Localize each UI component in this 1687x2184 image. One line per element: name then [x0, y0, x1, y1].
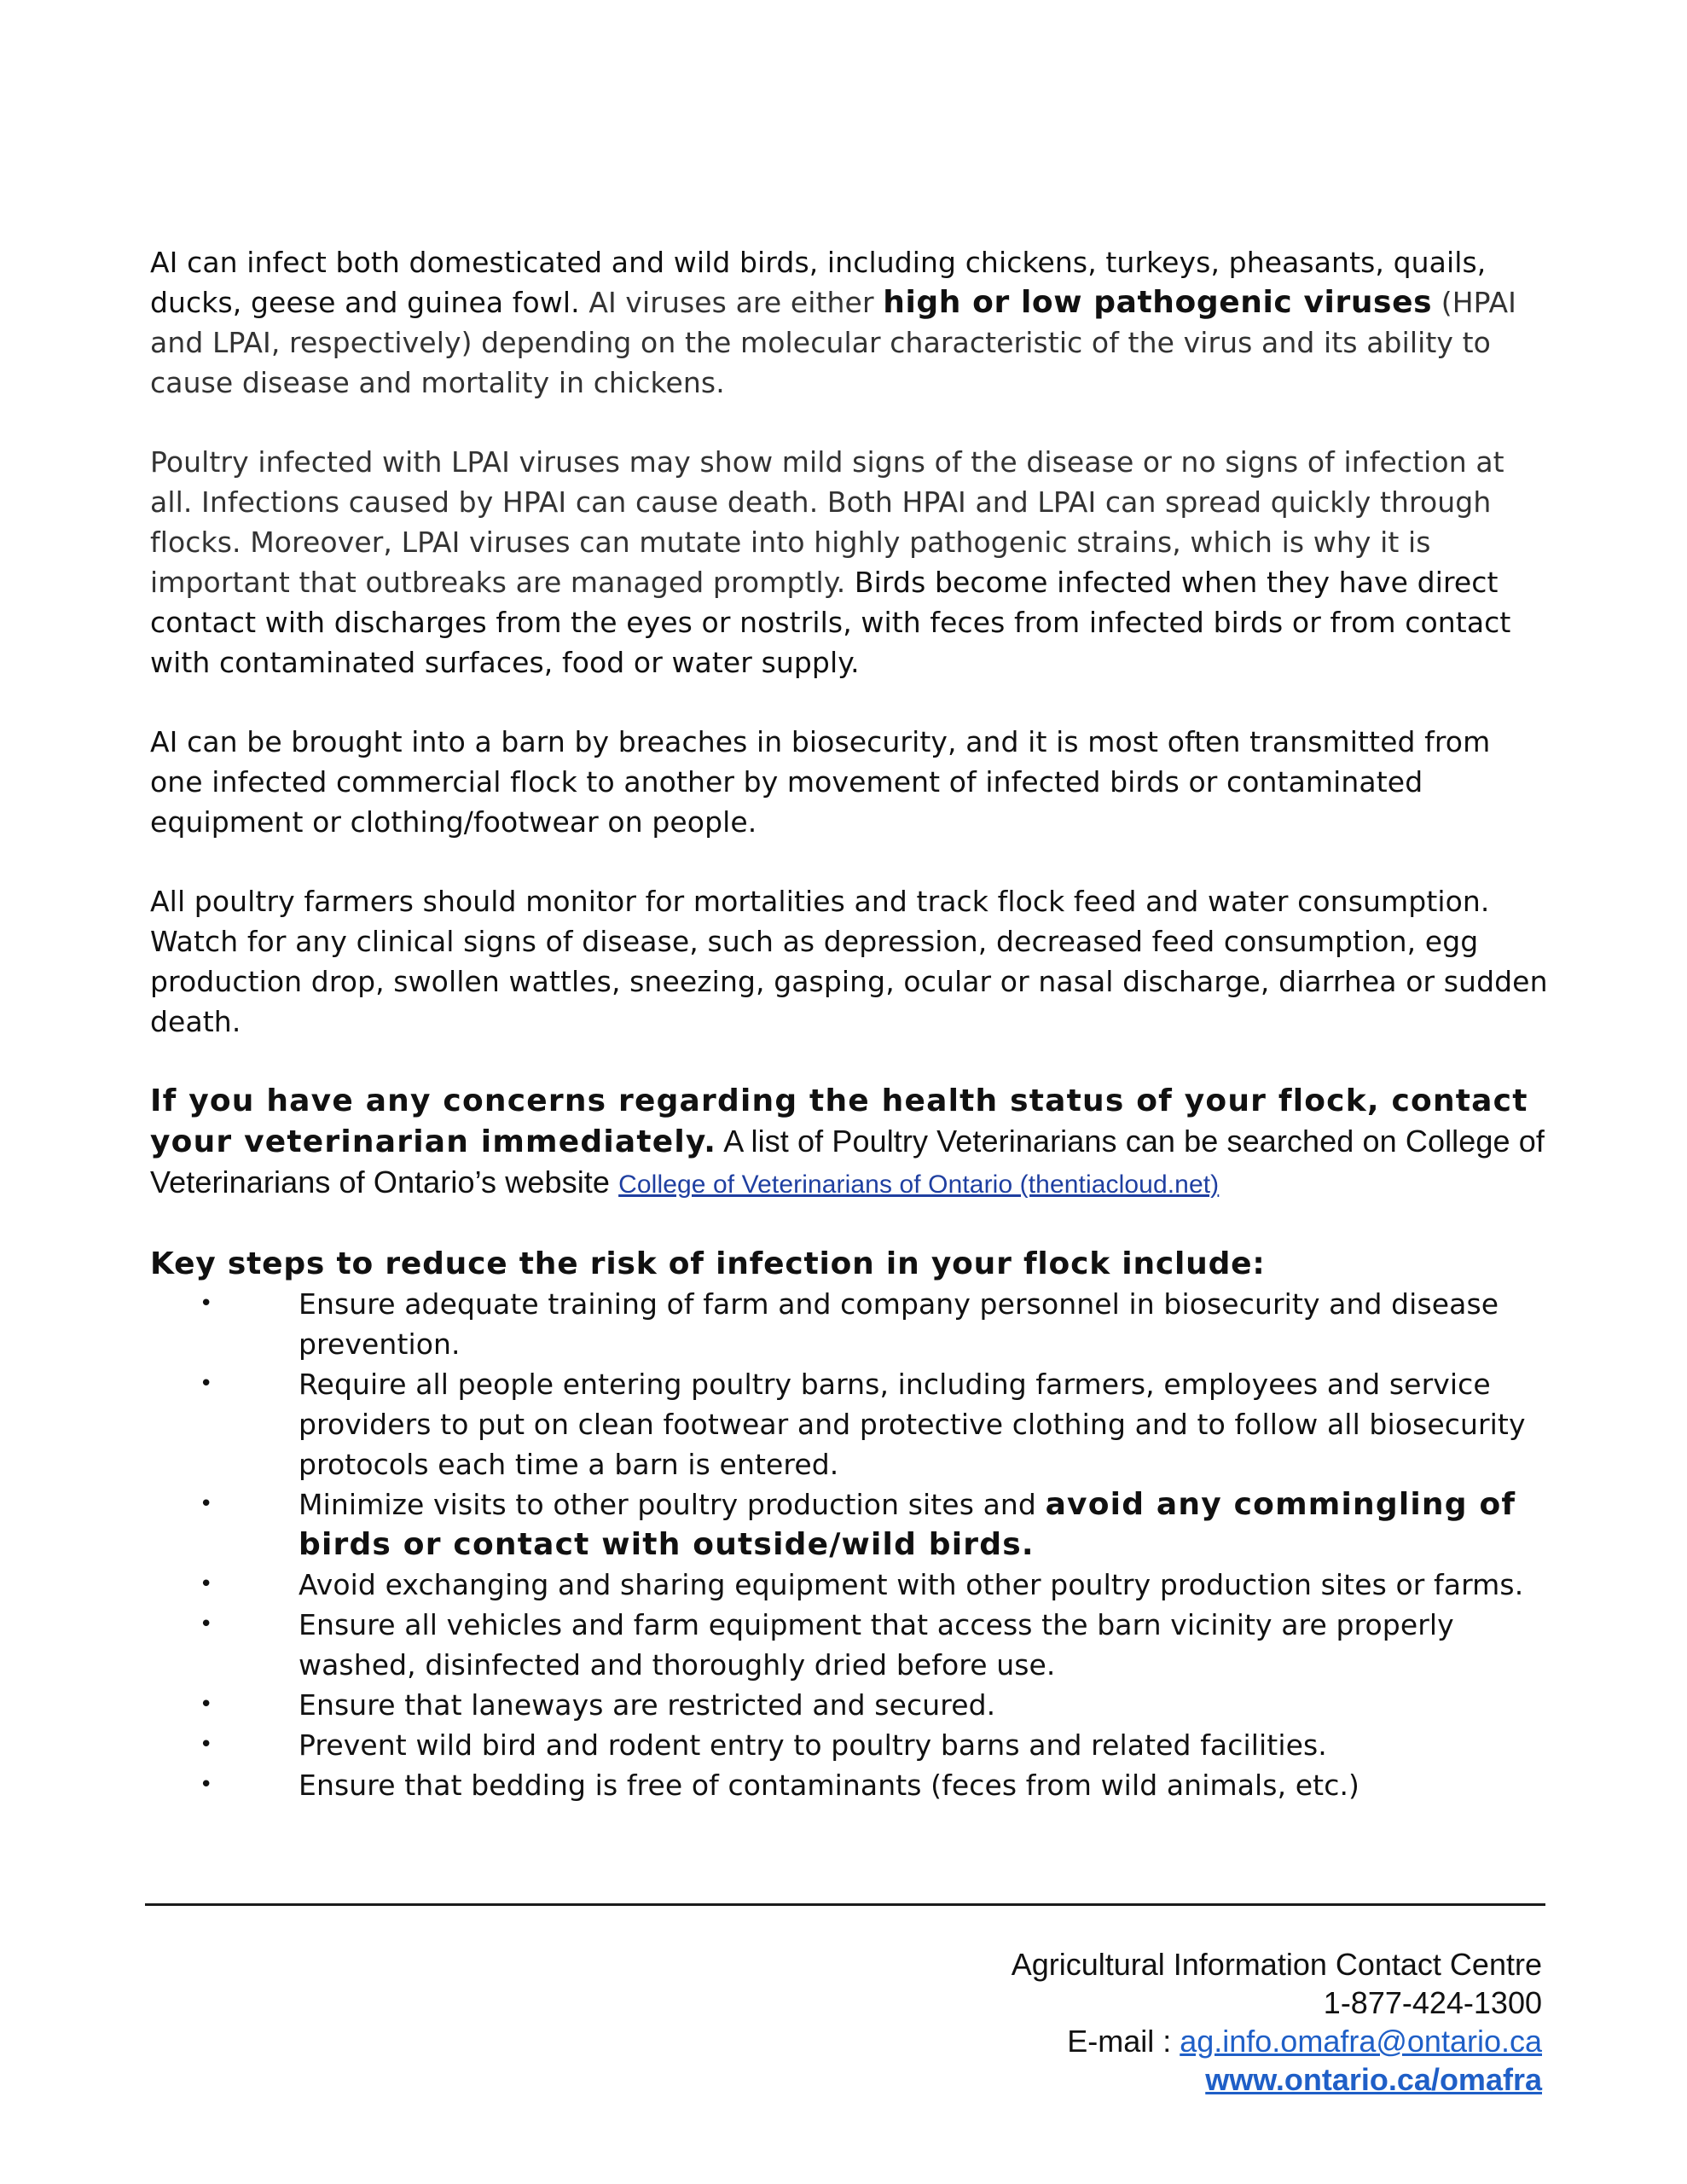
paragraph-lpai-hpai	[150, 442, 1549, 682]
key-step-emphasis: avoid any commingling of birds or contact with outside/wild birds.	[299, 1487, 1516, 1562]
p2-text-a: Poultry infected with LPAI viruses may show mild signs of the disease or no signs of infection at all. Infections caused by HPAI can cause death. Both HPAI and LPAI can spread quickly through flocks. Moreover, LPAI viruses can mutate into highly pathogenic strains, which is why it is important that outbreaks are managed promptly.	[150, 445, 1504, 599]
paragraph-veterinarian	[150, 1081, 1549, 1205]
key-step-text: Ensure all vehicles and farm equipment that access the barn vicinity are properly washed, disinfected and thoroughly dried before use.	[299, 1608, 1454, 1682]
bullet-icon: •	[200, 1371, 213, 1397]
bullet-icon: •	[200, 1692, 213, 1717]
key-step-item	[150, 1725, 1549, 1765]
paragraph-biosecurity-breach	[150, 722, 1549, 842]
p1-emphasis: high or low pathogenic viruses	[883, 285, 1433, 320]
bullet-icon: •	[200, 1772, 213, 1798]
contact-footer	[774, 1945, 1542, 2099]
p5-bold-notice: If you have any concerns regarding the health status of your flock, contact your veterinarian immediately.	[150, 1083, 1528, 1159]
key-step-text: Minimize visits to other poultry production sites and	[299, 1488, 1046, 1521]
p1-text-d: (HPAI and LPAI, respectively) depending on the molecular characteristic of the virus and its ability to cause disease and mortality in chickens.	[150, 286, 1516, 399]
footer-email-label: E-mail :	[1067, 2024, 1180, 2059]
key-step-text: Ensure that laneways are restricted and secured.	[299, 1688, 996, 1722]
key-step-text: Require all people entering poultry barns, including farmers, employees and service providers to put on clean footwear and protective clothing and to follow all biosecurity protocols each time a barn is entered.	[299, 1368, 1526, 1481]
key-step-item	[150, 1484, 1549, 1565]
key-step-item	[150, 1765, 1549, 1805]
bullet-icon: •	[200, 1291, 213, 1316]
key-step-item	[150, 1605, 1549, 1685]
paragraph-monitoring	[150, 881, 1549, 1042]
key-step-item	[150, 1565, 1549, 1605]
footer-org: Agricultural Information Contact Centre	[1011, 1947, 1542, 1982]
bullet-icon: •	[200, 1491, 213, 1517]
key-steps-heading: Key steps to reduce the risk of infection in your flock include:	[150, 1246, 1266, 1281]
footer-website-link[interactable]: www.ontario.ca/omafra	[1205, 2062, 1542, 2097]
document-body	[150, 242, 1549, 1805]
p4-text: All poultry farmers should monitor for mortalities and track flock feed and water consumption. Watch for any clinical signs of disease, such as depression, decreased feed consumption, egg production drop, swollen wattles, sneezing, gasping, ocular or nasal discharge, diarrhea or sudden death.	[150, 885, 1548, 1038]
bullet-icon: •	[200, 1571, 213, 1597]
footer-email-link[interactable]: ag.info.omafra@ontario.ca	[1180, 2024, 1542, 2059]
key-step-text: Prevent wild bird and rodent entry to poultry barns and related facilities.	[299, 1728, 1327, 1762]
key-step-text: Ensure adequate training of farm and company personnel in biosecurity and disease prevention.	[299, 1287, 1499, 1361]
key-step-item	[150, 1685, 1549, 1725]
footer-website-line	[774, 2060, 1542, 2099]
key-step-item	[150, 1364, 1549, 1484]
bullet-icon: •	[200, 1612, 213, 1637]
footer-divider	[145, 1903, 1545, 1906]
key-steps-list	[150, 1284, 1549, 1805]
p5-text: A list of Poultry Veterinarians can be searched on College of Veterinarians of Ontario’s website	[150, 1124, 1545, 1199]
footer-email-line	[774, 2022, 1542, 2060]
p3-text: AI can be brought into a barn by breaches in biosecurity, and it is most often transmitted from one infected commercial flock to another by movement of infected birds or contaminated equipment or clothing/footwear on people.	[150, 725, 1491, 839]
paragraph-ai-infection	[150, 242, 1549, 403]
footer-phone: 1-877-424-1300	[1323, 1985, 1542, 2020]
cvo-website-link[interactable]: College of Veterinarians of Ontario (thentiacloud.net)	[618, 1170, 1220, 1199]
p1-text-b: AI viruses are either	[588, 286, 884, 319]
key-steps-section	[150, 1244, 1549, 1805]
key-step-text: Ensure that bedding is free of contaminants (feces from wild animals, etc.)	[299, 1769, 1360, 1802]
key-step-item	[150, 1284, 1549, 1364]
key-step-text: Avoid exchanging and sharing equipment with other poultry production sites or farms.	[299, 1568, 1524, 1601]
bullet-icon: •	[200, 1732, 213, 1757]
p1-text-a: AI can infect both domesticated and wild birds, including chickens, turkeys, pheasants, quails, ducks, geese and guinea fowl.	[150, 246, 1487, 319]
p2-text-b: Birds become infected when they have direct contact with discharges from the eyes or nostrils, with feces from infected birds or from contact with contaminated surfaces, food or water supply.	[150, 566, 1511, 679]
